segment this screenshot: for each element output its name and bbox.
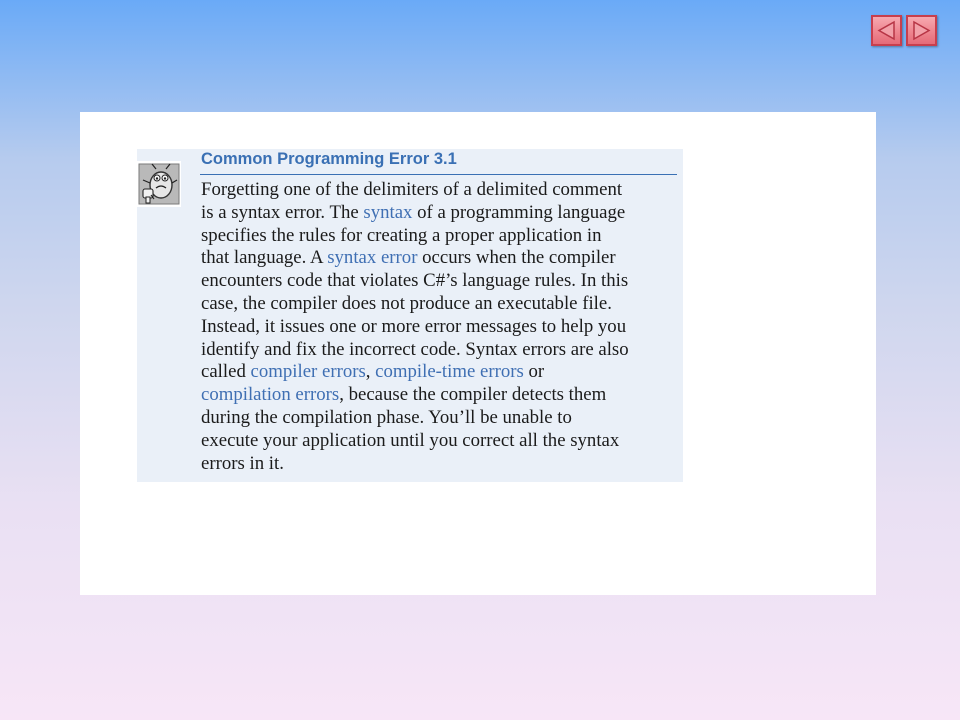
body-text: encounters code that violates C#’s language rules. In this [201,270,629,292]
key-term: compile-time errors [375,361,524,383]
tip-body-line [201,225,683,248]
body-text: execute your application until you correct all the syntax [201,429,620,451]
body-text: case, the compiler does not produce an executable file. [201,292,612,314]
body-text: during the compilation phase. You’ll be unable to [201,406,572,428]
tip-body-line [201,430,683,453]
tip-body-line [201,179,683,202]
tip-body-line [201,316,683,339]
tip-body [201,179,683,475]
tip-body-line [201,339,683,362]
tip-title: Common Programming Error 3.1 [201,150,457,168]
tip-body-line [201,384,683,407]
body-text: or [523,361,545,383]
tip-body-line [201,293,683,316]
body-text: that language. A [201,247,328,269]
key-term: compiler errors [250,361,366,383]
body-text: occurs when the compiler [417,247,616,269]
tip-body-line [201,270,683,293]
body-text: , [365,361,376,383]
body-text: called [201,361,251,383]
bug-thumbs-down-icon [137,161,181,207]
previous-slide-button[interactable] [871,15,902,46]
next-arrow-icon [910,19,933,42]
tip-body-line [201,202,683,225]
body-text: errors in it. [201,452,284,474]
tip-body-line [201,453,683,476]
tip-body-line [201,407,683,430]
tip-body-line [201,361,683,384]
key-term: syntax error [327,247,418,269]
body-text: Forgetting one of the delimiters of a delimited comment [201,179,623,200]
key-term: syntax [363,201,413,223]
tip-body-line [201,247,683,270]
previous-arrow-icon [875,19,898,42]
body-text: , because the compiler detects them [339,384,607,406]
body-text: of a programming language [412,201,626,223]
next-slide-button[interactable] [906,15,937,46]
programming-error-tip [137,149,683,482]
title-divider [200,174,677,175]
key-term: compilation errors [201,384,340,406]
slide-content [80,112,876,595]
body-text: Instead, it issues one or more error messages to help you [201,315,627,337]
body-text: identify and fix the incorrect code. Syntax errors are also [201,338,629,360]
body-text: specifies the rules for creating a proper application in [201,224,602,246]
body-text: is a syntax error. The [201,201,364,223]
slide-navigation [871,15,937,46]
